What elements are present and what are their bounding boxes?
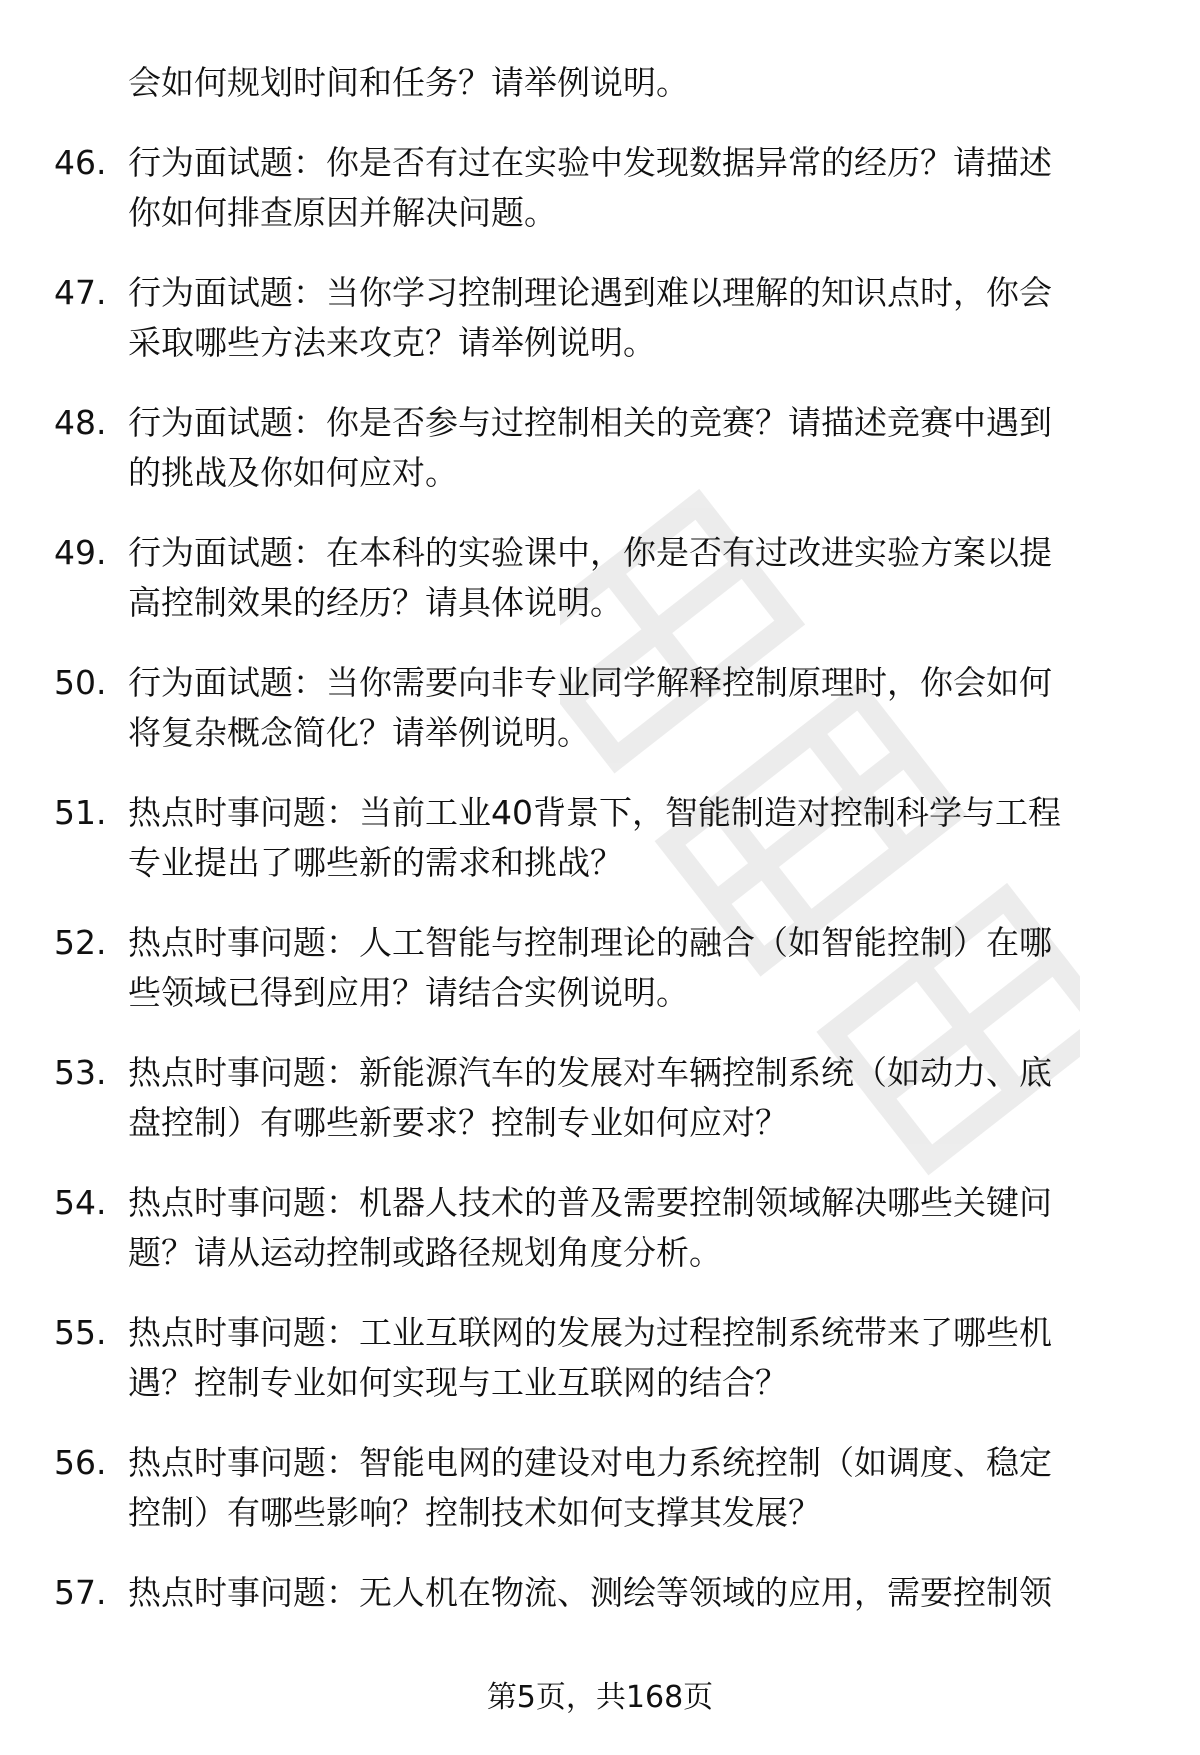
item-number: 50.	[54, 663, 107, 702]
item-text-line: 热点时事问题：新能源汽车的发展对车辆控制系统（如动力、底	[128, 1053, 1052, 1092]
item-text-line: 题？请从运动控制或路径规划角度分析。	[128, 1233, 722, 1272]
question-list	[54, 58, 1154, 1618]
item-text-line: 盘控制）有哪些新要求？控制专业如何应对？	[128, 1103, 788, 1142]
continuation-text: 会如何规划时间和任务？请举例说明。	[128, 63, 689, 102]
list-item	[54, 398, 1154, 498]
item-text-line: 热点时事问题：工业互联网的发展为过程控制系统带来了哪些机	[128, 1313, 1052, 1352]
item-text-line: 将复杂概念简化？请举例说明。	[128, 713, 590, 752]
item-number: 53.	[54, 1053, 107, 1092]
list-item	[54, 658, 1154, 758]
list-item	[54, 788, 1154, 888]
item-text-line: 行为面试题：你是否参与过控制相关的竞赛？请描述竞赛中遇到	[128, 403, 1052, 442]
list-item	[54, 268, 1154, 368]
item-number: 47.	[54, 273, 107, 312]
item-text-line: 热点时事问题：智能电网的建设对电力系统控制（如调度、稳定	[128, 1443, 1052, 1482]
item-text-line: 些领域已得到应用？请结合实例说明。	[128, 973, 689, 1012]
item-text-line: 行为面试题：当你需要向非专业同学解释控制原理时，你会如何	[128, 663, 1052, 702]
list-item	[54, 138, 1154, 238]
item-text-line: 高控制效果的经历？请具体说明。	[128, 583, 623, 622]
item-number: 57.	[54, 1573, 107, 1612]
item-number: 52.	[54, 923, 107, 962]
item-number: 48.	[54, 403, 107, 442]
item-number: 56.	[54, 1443, 107, 1482]
list-item	[54, 918, 1154, 1018]
list-item	[54, 1438, 1154, 1538]
item-number: 54.	[54, 1183, 107, 1222]
page-number-footer: 第5页，共168页	[486, 1680, 714, 1715]
item-text-line: 专业提出了哪些新的需求和挑战？	[128, 843, 623, 882]
item-text-line: 行为面试题：你是否有过在实验中发现数据异常的经历？请描述	[128, 143, 1052, 182]
list-item	[54, 1048, 1154, 1148]
item-text-line: 遇？控制专业如何实现与工业互联网的结合？	[128, 1363, 788, 1402]
item-text-line: 热点时事问题：无人机在物流、测绘等领域的应用，需要控制领	[128, 1573, 1052, 1612]
item-text-line: 行为面试题：在本科的实验课中，你是否有过改进实验方案以提	[128, 533, 1052, 572]
item-text-line: 热点时事问题：当前工业40背景下，智能制造对控制科学与工程	[128, 793, 1061, 832]
item-text-line: 你如何排查原因并解决问题。	[128, 193, 557, 232]
item-number: 49.	[54, 533, 107, 572]
list-item	[54, 1308, 1154, 1408]
list-item	[54, 1178, 1154, 1278]
item-text-line: 热点时事问题：人工智能与控制理论的融合（如智能控制）在哪	[128, 923, 1052, 962]
list-item	[54, 1568, 1154, 1618]
item-text-line: 控制）有哪些影响？控制技术如何支撑其发展？	[128, 1493, 821, 1532]
item-text-line: 采取哪些方法来攻克？请举例说明。	[128, 323, 656, 362]
item-number: 51.	[54, 793, 107, 832]
item-text-line: 行为面试题：当你学习控制理论遇到难以理解的知识点时，你会	[128, 273, 1052, 312]
item-number: 46.	[54, 143, 107, 182]
list-item	[54, 528, 1154, 628]
item-text-line: 的挑战及你如何应对。	[128, 453, 458, 492]
item-number: 55.	[54, 1313, 107, 1352]
item-text-line: 热点时事问题：机器人技术的普及需要控制领域解决哪些关键问	[128, 1183, 1052, 1222]
